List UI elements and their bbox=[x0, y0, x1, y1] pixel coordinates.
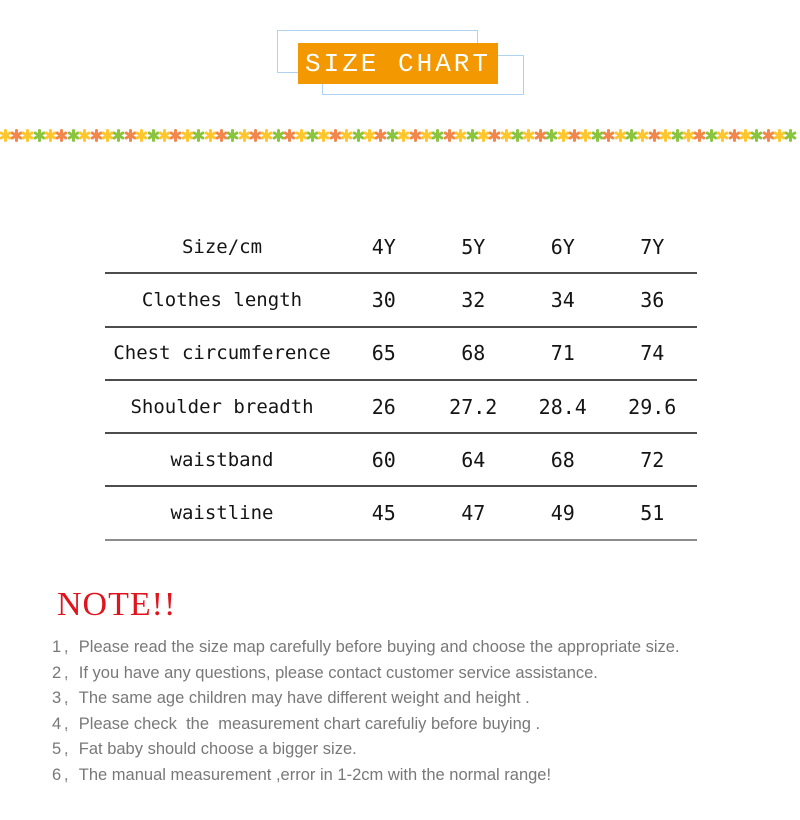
flower-asterisk-icon bbox=[661, 128, 671, 142]
flower-asterisk-icon bbox=[103, 128, 113, 142]
flower-asterisk-icon bbox=[786, 128, 796, 142]
note-text: Please read the size map carefully before buying and choose the appropriate size. bbox=[78, 638, 680, 656]
table-row bbox=[105, 381, 697, 434]
flower-asterisk-icon bbox=[752, 128, 762, 142]
row-label: Shoulder breadth bbox=[130, 395, 314, 418]
cell-value: 28.4 bbox=[538, 394, 587, 419]
note-text: Fat baby should choose a bigger size. bbox=[78, 740, 357, 758]
flower-asterisk-icon bbox=[80, 128, 90, 142]
flower-asterisk-icon bbox=[228, 128, 238, 142]
note-item bbox=[52, 741, 680, 758]
flower-asterisk-icon bbox=[672, 128, 682, 142]
cell-value: 27.2 bbox=[449, 394, 498, 419]
flower-asterisk-icon bbox=[592, 128, 602, 142]
cell-value: 72 bbox=[640, 447, 665, 472]
note-number: 5 bbox=[52, 740, 62, 758]
note-item bbox=[52, 767, 680, 784]
cell-value: 71 bbox=[550, 341, 575, 366]
flower-asterisk-icon bbox=[570, 128, 580, 142]
flower-asterisk-icon bbox=[319, 128, 329, 142]
flower-asterisk-icon bbox=[239, 128, 249, 142]
flower-asterisk-icon bbox=[342, 128, 352, 142]
flower-asterisk-icon bbox=[490, 128, 500, 142]
flower-asterisk-icon bbox=[456, 128, 466, 142]
flower-asterisk-icon bbox=[273, 128, 283, 142]
flower-asterisk-icon bbox=[57, 128, 67, 142]
flower-asterisk-icon bbox=[46, 128, 56, 142]
flower-asterisk-icon bbox=[285, 128, 295, 142]
flower-asterisk-icon bbox=[251, 128, 261, 142]
flower-asterisk-icon bbox=[604, 128, 614, 142]
cell-value: 32 bbox=[461, 287, 486, 312]
note-text: The same age children may have different weight and height . bbox=[78, 689, 530, 707]
flower-asterisk-icon bbox=[114, 128, 124, 142]
ideographic-comma: , bbox=[64, 689, 69, 707]
cell-value: 60 bbox=[371, 447, 396, 472]
cell-value: 68 bbox=[461, 341, 486, 366]
flower-asterisk-icon bbox=[740, 128, 750, 142]
table-row bbox=[105, 274, 697, 327]
notes-list bbox=[52, 639, 680, 792]
flower-asterisk-icon bbox=[706, 128, 716, 142]
flower-asterisk-icon bbox=[387, 128, 397, 142]
cell-value: 34 bbox=[550, 287, 575, 312]
table-row bbox=[105, 487, 697, 540]
flower-asterisk-icon bbox=[91, 128, 101, 142]
flower-asterisk-icon bbox=[547, 128, 557, 142]
flower-asterisk-icon bbox=[353, 128, 363, 142]
note-text: If you have any questions, please contact customer service assistance. bbox=[78, 663, 598, 682]
ideographic-comma: , bbox=[64, 765, 69, 784]
note-number: 1 bbox=[52, 638, 62, 656]
row-label: waistline bbox=[170, 502, 274, 525]
cell-value: 74 bbox=[640, 341, 665, 366]
column-header: 7Y bbox=[640, 234, 665, 259]
note-text: The manual measurement ,error in 1-2cm with the normal range! bbox=[78, 765, 552, 784]
flower-asterisk-icon bbox=[535, 128, 545, 142]
flower-asterisk-icon bbox=[125, 128, 135, 142]
row-label: Clothes length bbox=[141, 288, 303, 311]
row-label: waistband bbox=[170, 448, 274, 471]
flower-asterisk-icon bbox=[775, 128, 785, 142]
note-item bbox=[52, 665, 680, 682]
cell-value: 68 bbox=[550, 447, 575, 472]
flower-asterisk-icon bbox=[365, 128, 375, 142]
flower-asterisk-icon bbox=[421, 128, 431, 142]
cell-value: 65 bbox=[371, 341, 396, 366]
cell-value: 29.6 bbox=[628, 394, 677, 419]
table-header-label: Size/cm bbox=[181, 235, 263, 258]
note-number: 4 bbox=[52, 714, 62, 733]
cell-value: 64 bbox=[461, 447, 486, 472]
flower-asterisk-icon bbox=[513, 128, 523, 142]
notes-heading: NOTE!! bbox=[57, 586, 177, 623]
note-number: 2 bbox=[52, 663, 62, 682]
flower-divider bbox=[0, 128, 800, 143]
flower-asterisk-icon bbox=[216, 128, 226, 142]
note-text: Please check the measurement chart carefuliy before buying . bbox=[78, 714, 541, 733]
flower-asterisk-icon bbox=[718, 128, 728, 142]
cell-value: 30 bbox=[371, 287, 396, 312]
flower-asterisk-icon bbox=[615, 128, 625, 142]
cell-value: 49 bbox=[550, 501, 575, 526]
note-number: 6 bbox=[52, 765, 62, 784]
flower-asterisk-icon bbox=[695, 128, 705, 142]
flower-asterisk-icon bbox=[262, 128, 272, 142]
cell-value: 51 bbox=[640, 501, 665, 526]
flower-asterisk-icon bbox=[23, 128, 33, 142]
flower-asterisk-icon bbox=[410, 128, 420, 142]
flower-asterisk-icon bbox=[558, 128, 568, 142]
flower-asterisk-icon bbox=[729, 128, 739, 142]
column-header: 5Y bbox=[461, 234, 486, 259]
ideographic-comma: , bbox=[64, 663, 69, 682]
note-number: 3 bbox=[52, 689, 62, 707]
flower-asterisk-icon bbox=[159, 128, 169, 142]
size-table bbox=[105, 221, 697, 541]
note-item bbox=[52, 690, 680, 707]
flower-asterisk-icon bbox=[626, 128, 636, 142]
table-row bbox=[105, 328, 697, 381]
cell-value: 47 bbox=[461, 501, 486, 526]
title-banner bbox=[298, 43, 498, 84]
table-header-row bbox=[105, 221, 697, 274]
flower-asterisk-icon bbox=[467, 128, 477, 142]
flower-asterisk-icon bbox=[34, 128, 44, 142]
flower-asterisk-icon bbox=[376, 128, 386, 142]
flower-asterisk-icon bbox=[205, 128, 215, 142]
flower-asterisk-icon bbox=[68, 128, 78, 142]
flower-asterisk-icon bbox=[683, 128, 693, 142]
flower-asterisk-icon bbox=[399, 128, 409, 142]
column-header: 6Y bbox=[550, 234, 575, 259]
cell-value: 45 bbox=[371, 501, 396, 526]
flower-asterisk-icon bbox=[763, 128, 773, 142]
flower-asterisk-icon bbox=[308, 128, 318, 142]
flower-asterisk-icon bbox=[478, 128, 488, 142]
column-header: 4Y bbox=[371, 234, 396, 259]
flower-asterisk-icon bbox=[501, 128, 511, 142]
flower-asterisk-icon bbox=[433, 128, 443, 142]
flower-asterisk-icon bbox=[581, 128, 591, 142]
flower-asterisk-icon bbox=[649, 128, 659, 142]
page-title: SIZE CHART bbox=[304, 48, 492, 79]
flower-asterisk-icon bbox=[524, 128, 534, 142]
note-item bbox=[52, 639, 680, 656]
flower-asterisk-icon bbox=[444, 128, 454, 142]
flower-asterisk-icon bbox=[148, 128, 158, 142]
flower-asterisk-icon bbox=[171, 128, 181, 142]
cell-value: 36 bbox=[640, 287, 665, 312]
ideographic-comma: , bbox=[64, 714, 69, 733]
flower-asterisk-icon bbox=[0, 128, 10, 142]
cell-value: 26 bbox=[371, 394, 396, 419]
flower-asterisk-icon bbox=[11, 128, 21, 142]
row-label: Chest circumference bbox=[113, 342, 331, 365]
flower-asterisk-icon bbox=[296, 128, 306, 142]
flower-asterisk-icon bbox=[638, 128, 648, 142]
table-row bbox=[105, 434, 697, 487]
ideographic-comma: , bbox=[64, 740, 69, 758]
flower-asterisk-icon bbox=[194, 128, 204, 142]
flower-asterisk-icon bbox=[330, 128, 340, 142]
ideographic-comma: , bbox=[64, 638, 69, 656]
note-item bbox=[52, 716, 680, 733]
flower-asterisk-icon bbox=[137, 128, 147, 142]
flower-asterisk-icon bbox=[182, 128, 192, 142]
